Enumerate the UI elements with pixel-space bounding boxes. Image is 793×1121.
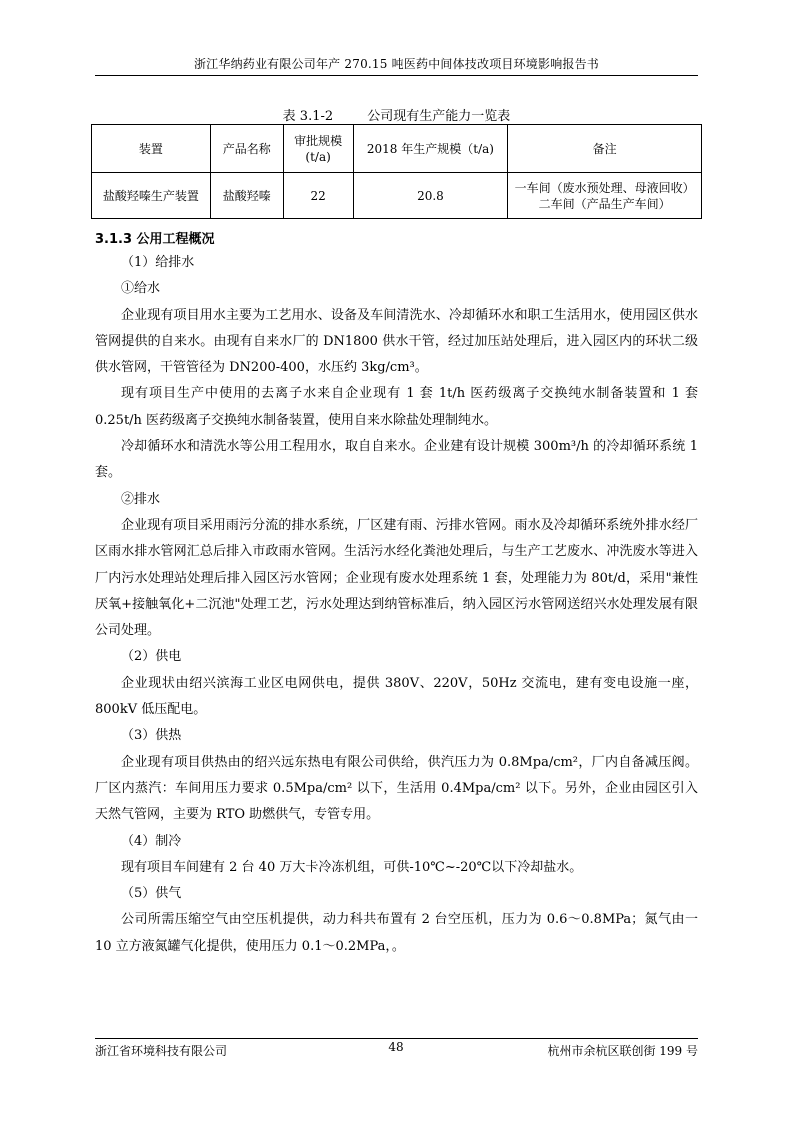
- cell-product: 盐酸羟嗪: [210, 173, 283, 219]
- table-caption-number: 表 3.1-2: [282, 109, 334, 124]
- table-row: [92, 173, 702, 219]
- subheading-drainage: ②排水: [121, 491, 161, 507]
- table-caption: [95, 105, 698, 124]
- subheading-water: （1）给排水: [121, 255, 195, 270]
- paragraph: 企业现有项目用水主要为工艺用水、设备及车间清洗水、冷却循环水和职工生活用水，使用园区供水管网提供的自来水。由现有自来水厂的 DN1800 供水干管，经过加压站处理后，进入园区内的环状二级供水管网，干管管径为 DN200-400，水压约 3kg/cm³。: [95, 307, 698, 376]
- subheading-gas: （5）供气: [121, 886, 182, 902]
- cell-note-line2: 二车间（产品生产车间）: [538, 196, 671, 211]
- col-header-product: 产品名称: [210, 125, 283, 173]
- header-divider: [95, 75, 698, 76]
- paragraph: 企业现状由绍兴滨海工业区电网供电，提供 380V、220V，50Hz 交流电，建有变电设施一座，800kV 低压配电。: [95, 675, 698, 718]
- paragraph: 冷却循环水和清洗水等公用工程用水，取自自来水。企业建有设计规模 300m³/h 的冷却循环系统 1 套。: [95, 439, 698, 481]
- paragraph: 企业现有项目采用雨污分流的排水系统，厂区建有雨、污排水管网。雨水及冷却循环系统外排水经厂区雨水排水管网汇总后排入市政雨水管网。生活污水经化粪池处理后，与生产工艺废水、冲洗废水等进入厂内污水处理站处理后排入园区污水管网；企业现有废水处理系统 1 套，处理能力为 80t/d，采用"兼性厌氧+接触氧化+二沉池"处理工艺，污水处理达到纳管标准后，纳入园区污水管网送绍兴水处理发展有限公司处理。: [95, 517, 698, 639]
- subheading-heat: （3）供热: [121, 728, 182, 744]
- paragraph: 现有项目生产中使用的去离子水来自企业现有 1 套 1t/h 医药级离子交换纯水制备装置和 1 套 0.25t/h 医药级离子交换纯水制备装置，使用自来水除盐处理制纯水。: [95, 386, 698, 428]
- cell-note: [508, 173, 702, 219]
- capacity-table: [91, 124, 702, 219]
- paragraph: 企业现有项目供热由的绍兴远东热电有限公司供给，供汽压力为 0.8Mpa/cm²，厂内自备减压阀。厂区内蒸汽：车间用压力要求 0.5Mpa/cm² 以下，生活用 0.4Mpa/cm² 以下。另外，企业由园区引入天然气管网，主要为 RTO 助燃供气，专管专用。: [95, 754, 698, 823]
- page-header: 浙江华纳药业有限公司年产 270.15 吨医药中间体技改项目环境影响报告书: [193, 57, 600, 71]
- paragraph: 公司所需压缩空气由空压机提供，动力科共布置有 2 台空压机，压力为 0.6～0.8MPa；氮气由一 10 立方液氮罐气化提供，使用压力 0.1～0.2MPa，。: [95, 912, 698, 954]
- footer-company: 浙江省环境科技有限公司: [95, 1044, 228, 1058]
- subheading-water-supply: ①给水: [121, 281, 161, 297]
- cell-approved: 22: [283, 173, 353, 219]
- col-header-approved: [283, 125, 353, 173]
- cell-device: 盐酸羟嗪生产装置: [92, 173, 211, 219]
- cell-2018: 20.8: [353, 173, 508, 219]
- section-heading: 3.1.3 公用工程概况: [95, 232, 215, 247]
- subheading-power: （2）供电: [121, 649, 182, 665]
- subheading-cooling: （4）制冷: [121, 833, 182, 849]
- col-header-note: 备注: [508, 125, 702, 173]
- table-header-row: [92, 125, 702, 173]
- page-number: 48: [388, 1040, 404, 1054]
- col-header-2018: 2018 年生产规模（t/a): [353, 125, 508, 173]
- paragraph: 现有项目车间建有 2 台 40 万大卡冷冻机组，可供-10℃~-20℃以下冷却盐水。: [121, 859, 583, 875]
- body-text: [95, 250, 698, 960]
- footer-divider: [95, 1038, 698, 1039]
- col-header-device: 装置: [92, 125, 211, 173]
- col-header-approved-line1: 审批规模: [294, 133, 343, 148]
- col-header-approved-line2: (t/a): [305, 149, 331, 164]
- footer-address: 杭州市余杭区联创街 199 号: [547, 1044, 698, 1058]
- cell-note-line1: 一车间（废水预处理、母液回收）: [514, 180, 695, 195]
- table-caption-title: 公司现有生产能力一览表: [367, 109, 511, 124]
